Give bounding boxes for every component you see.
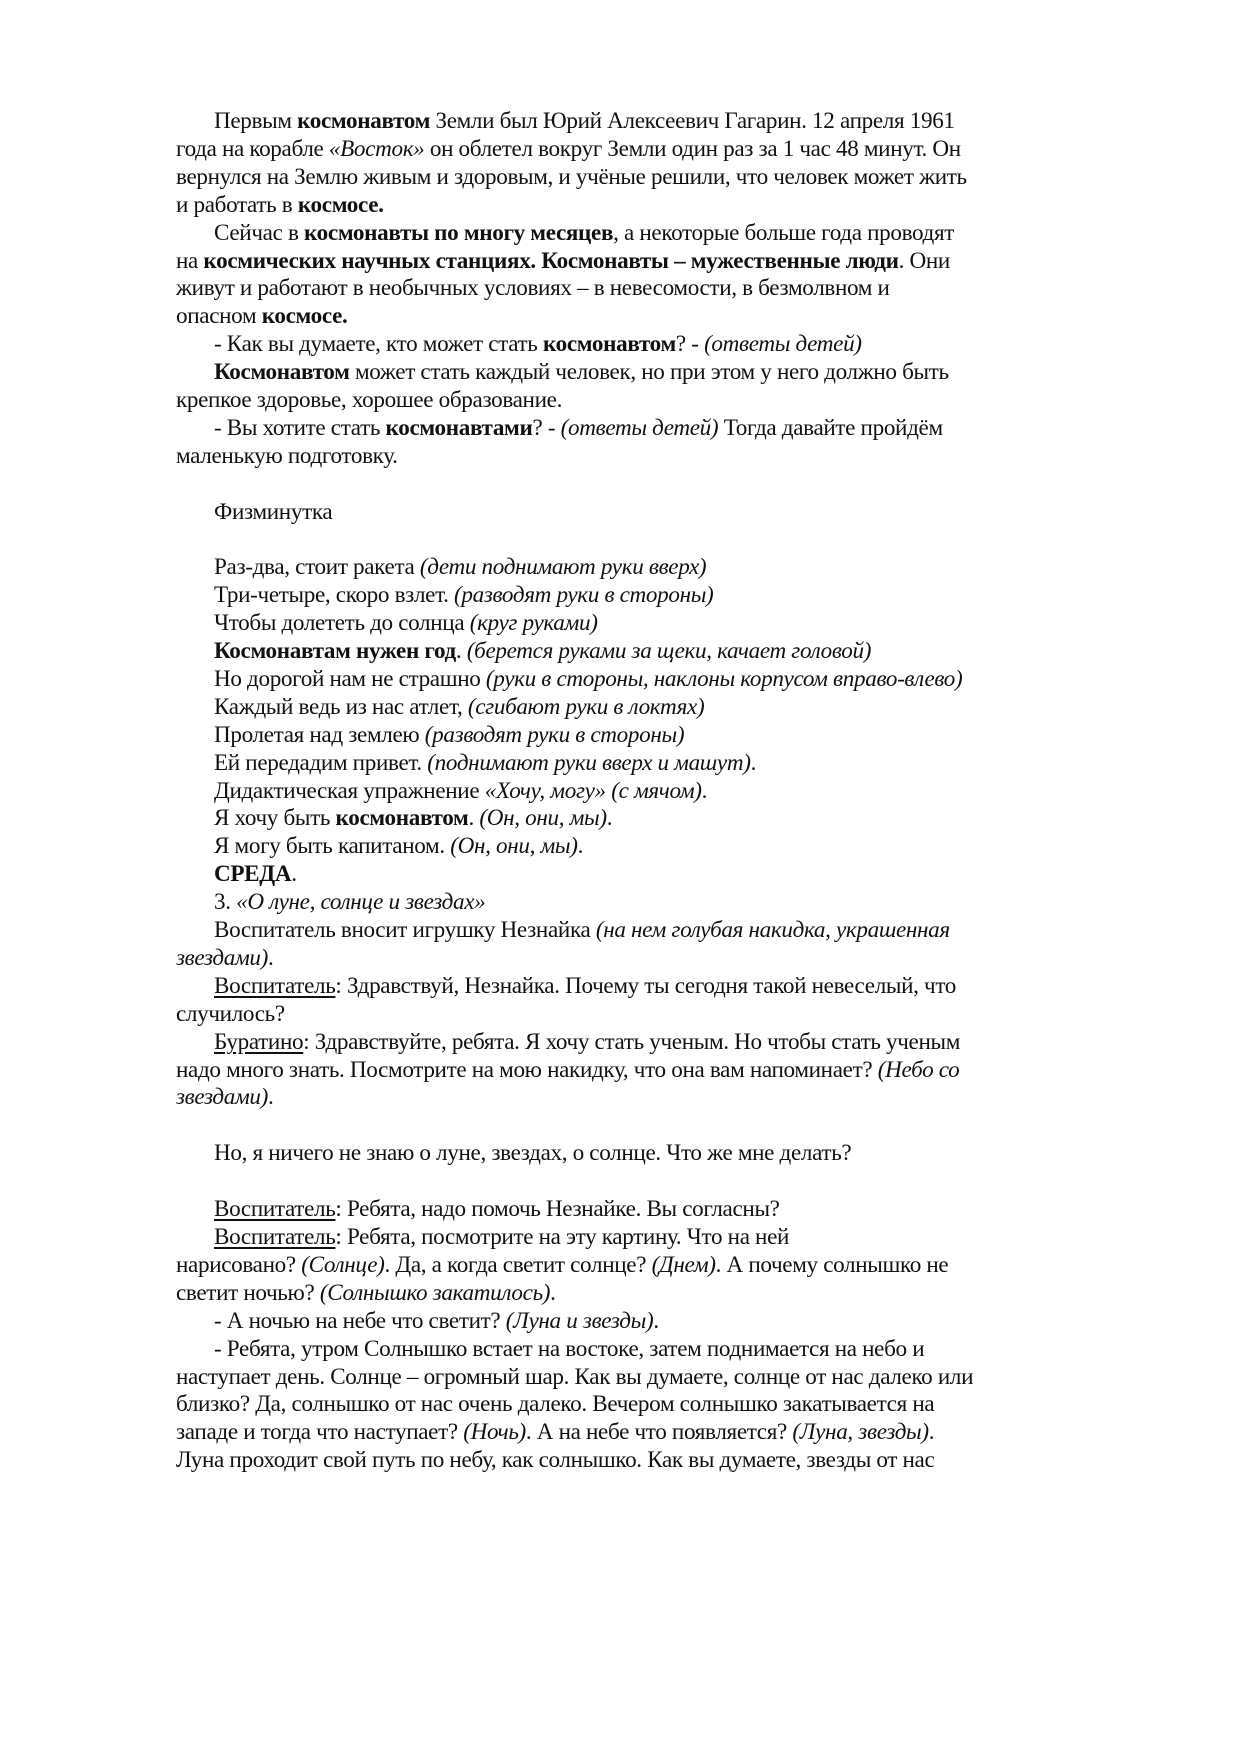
- text-run: маленькую подготовку.: [176, 443, 398, 469]
- italic-remark: (разводят руки в стороны): [424, 722, 685, 748]
- text-run: . Да, а когда светит солнце?: [384, 1252, 652, 1278]
- text-run: на: [176, 248, 204, 274]
- text-line: [214, 636, 871, 666]
- text-run: .: [577, 833, 584, 859]
- text-line: [176, 1250, 948, 1280]
- text-line: [214, 887, 485, 917]
- bold-text: космонавтом: [335, 805, 469, 831]
- text-run: Пролетая над землею: [214, 722, 425, 748]
- italic-remark: «Хочу, могу» (с мячом): [484, 778, 702, 804]
- text-run: Три-четыре, скоро взлет.: [214, 582, 455, 608]
- text-run: близко? Да, солнышко от нас очень далеко. Вечером солнышко закатывается на: [176, 1391, 935, 1417]
- text-run: наступает день. Солнце – огромный шар. Как вы думаете, солнце от нас далеко или: [176, 1364, 974, 1390]
- text-line: [214, 831, 583, 861]
- text-line: [214, 692, 704, 722]
- text-line: [214, 720, 684, 750]
- text-line: [176, 1417, 934, 1447]
- italic-remark: (круг руками): [469, 610, 598, 636]
- italic-remark: (поднимают руки вверх и машут): [427, 750, 751, 776]
- text-run: случилось?: [176, 1001, 285, 1027]
- text-line: [176, 441, 398, 471]
- text-line: [214, 1334, 924, 1364]
- bold-text: космонавты по многу месяцев: [303, 220, 614, 246]
- text-run: опасном: [176, 303, 262, 329]
- text-run: : Здравствуйте, ребята. Я хочу стать ученым. Но чтобы стать ученым: [303, 1029, 961, 1055]
- text-run: : Здравствуй, Незнайка. Почему ты сегодня такой невеселый, что: [335, 973, 957, 999]
- italic-remark: (Небо со: [877, 1057, 960, 1083]
- text-run: Раз-два, стоит ракета: [214, 554, 420, 580]
- text-line: [176, 943, 273, 973]
- text-line: [214, 357, 949, 387]
- text-line: [214, 971, 956, 1001]
- text-line: [176, 1362, 973, 1392]
- text-run: . А на небе что появляется?: [525, 1419, 793, 1445]
- bold-text: Космонавтом: [214, 359, 350, 385]
- text-run: Я могу быть капитаном.: [214, 833, 451, 859]
- text-line: [214, 413, 943, 443]
- italic-remark: (Ночь): [463, 1419, 526, 1445]
- text-run: может стать каждый человек, но при этом у него должно быть: [349, 359, 949, 385]
- text-line: [214, 1138, 851, 1168]
- text-run: .: [653, 1308, 659, 1334]
- italic-remark: (ответы детей): [560, 415, 719, 441]
- bold-text: СРЕДА: [214, 861, 292, 887]
- text-run: - А ночью на небе что светит?: [214, 1308, 506, 1334]
- text-run: вернулся на Землю живым и здоровым, и учёные решили, что человек может жить: [176, 164, 967, 190]
- text-line: [176, 190, 384, 220]
- bold-text: космосе.: [297, 192, 384, 218]
- text-line: [214, 329, 862, 359]
- text-run: 3.: [214, 889, 237, 915]
- text-line: [214, 497, 332, 527]
- text-line: [214, 1306, 659, 1336]
- text-line: [214, 580, 713, 610]
- text-run: западе и тогда что наступает?: [176, 1419, 464, 1445]
- text-run: Земли был Юрий Алексеевич Гагарин. 12 апреля 1961: [430, 108, 955, 134]
- text-line: [214, 1027, 960, 1057]
- text-line: [214, 1194, 780, 1224]
- speaker-label: Воспитатель: [214, 1224, 336, 1250]
- italic-remark: звездами): [176, 945, 269, 971]
- speaker-label: Воспитатель: [214, 973, 336, 999]
- text-run: , а некоторые больше года проводят: [613, 220, 955, 246]
- text-run: - Вы хотите стать: [214, 415, 386, 441]
- text-line: [214, 218, 954, 248]
- italic-remark: звездами): [176, 1084, 269, 1110]
- text-run: крепкое здоровье, хорошее образование.: [176, 387, 563, 413]
- text-line: [214, 803, 612, 833]
- text-run: .: [455, 638, 467, 664]
- text-run: .: [701, 778, 708, 804]
- italic-remark: (берется руками за щеки, качает головой): [466, 638, 872, 664]
- italic-remark: (Солнышко закатилось): [319, 1280, 551, 1306]
- text-run: . Они: [898, 248, 950, 274]
- text-run: Тогда давайте пройдём: [718, 415, 943, 441]
- text-line: [176, 385, 562, 415]
- text-line: [176, 999, 285, 1029]
- italic-remark: (Днем): [651, 1252, 716, 1278]
- text-run: . А почему солнышко не: [715, 1252, 949, 1278]
- text-run: он облетел вокруг Земли один раз за 1 час 48 минут. Он: [424, 136, 961, 162]
- text-run: года на корабле: [176, 136, 329, 162]
- text-run: Физминутка: [214, 499, 333, 525]
- text-run: живут и работают в необычных условиях – в невесомости, в безмолвном и: [176, 275, 890, 301]
- italic-remark: (дети поднимают руки вверх): [419, 554, 707, 580]
- text-line: [214, 664, 962, 694]
- text-run: .: [550, 1280, 556, 1306]
- text-line: [214, 859, 297, 889]
- text-line: [214, 748, 756, 778]
- text-line: [176, 1055, 959, 1085]
- speaker-label: Буратино: [214, 1029, 304, 1055]
- text-run: нарисовано?: [176, 1252, 302, 1278]
- text-run: Но, я ничего не знаю о луне, звездах, о солнце. Что же мне делать?: [214, 1140, 852, 1166]
- text-run: .: [750, 750, 757, 776]
- text-line: [176, 246, 950, 276]
- italic-remark: (Он, они, мы): [479, 805, 607, 831]
- text-run: .: [291, 861, 297, 887]
- italic-remark: (руки в стороны, наклоны корпусом вправо-влево): [485, 666, 963, 692]
- text-run: Первым: [214, 108, 298, 134]
- speaker-label: Воспитатель: [214, 1196, 336, 1222]
- text-line: [214, 776, 707, 806]
- bold-text: космонавтом: [297, 108, 431, 134]
- text-run: - Как вы думаете, кто может стать: [214, 331, 543, 357]
- text-run: Я хочу быть: [214, 805, 336, 831]
- bold-text: космосе.: [261, 303, 348, 329]
- text-line: [214, 1222, 789, 1252]
- text-line: [214, 106, 955, 136]
- italic-remark: (на нем голубая накидка, украшенная: [595, 917, 950, 943]
- text-run: Луна проходит свой путь по небу, как солнышко. Как вы думаете, звезды от нас: [176, 1447, 935, 1473]
- italic-remark: (ответы детей): [704, 331, 862, 357]
- text-run: надо много знать. Посмотрите на мою накидку, что она вам напоминает?: [176, 1057, 878, 1083]
- italic-remark: (Он, они, мы): [450, 833, 578, 859]
- text-run: : Ребята, надо помочь Незнайке. Вы согласны?: [335, 1196, 780, 1222]
- italic-remark: (Луна и звезды): [505, 1308, 654, 1334]
- bold-text: космонавтом: [542, 331, 676, 357]
- text-line: [176, 1278, 556, 1308]
- bold-text: Космонавтам нужен год: [214, 638, 456, 664]
- text-run: .: [268, 1084, 274, 1110]
- italic-remark: (сгибают руки в локтях): [467, 694, 705, 720]
- text-line: [214, 915, 950, 945]
- text-run: и работать в: [176, 192, 298, 218]
- text-run: : Ребята, посмотрите на эту картину. Что на ней: [335, 1224, 790, 1250]
- text-line: [176, 273, 890, 303]
- text-run: Дидактическая упражнение: [214, 778, 485, 804]
- bold-text: космических научных станциях. Космонавты – мужественные люди: [203, 248, 899, 274]
- text-run: Ей передадим привет.: [214, 750, 428, 776]
- text-run: - Ребята, утром Солнышко встает на востоке, затем поднимается на небо и: [214, 1336, 925, 1362]
- italic-remark: (разводят руки в стороны): [454, 582, 714, 608]
- text-line: [176, 1389, 934, 1419]
- italic-remark: «О луне, солнце и звездах»: [236, 889, 486, 915]
- text-line: [214, 608, 598, 638]
- bold-text: космонавтами: [385, 415, 533, 441]
- italic-remark: (Солнце): [301, 1252, 385, 1278]
- text-run: Воспитатель вносит игрушку Незнайка: [214, 917, 596, 943]
- text-line: [176, 1082, 273, 1112]
- text-run: .: [606, 805, 613, 831]
- italic-remark: (Луна, звезды): [792, 1419, 929, 1445]
- text-run: .: [468, 805, 480, 831]
- text-run: Но дорогой нам не страшно: [214, 666, 486, 692]
- text-line: [176, 134, 961, 164]
- text-run: .: [928, 1419, 935, 1445]
- text-line: [214, 552, 706, 582]
- text-run: Чтобы долететь до солнца: [214, 610, 470, 636]
- text-run: светит ночью?: [176, 1280, 320, 1306]
- text-line: [176, 301, 347, 331]
- text-line: [176, 1445, 934, 1475]
- text-run: Сейчас в: [214, 220, 304, 246]
- text-line: [176, 162, 967, 192]
- text-run: Каждый ведь из нас атлет,: [214, 694, 468, 720]
- text-run: .: [268, 945, 274, 971]
- italic-remark: «Восток»: [328, 136, 425, 162]
- text-run: ? -: [532, 415, 561, 441]
- text-run: ? -: [675, 331, 705, 357]
